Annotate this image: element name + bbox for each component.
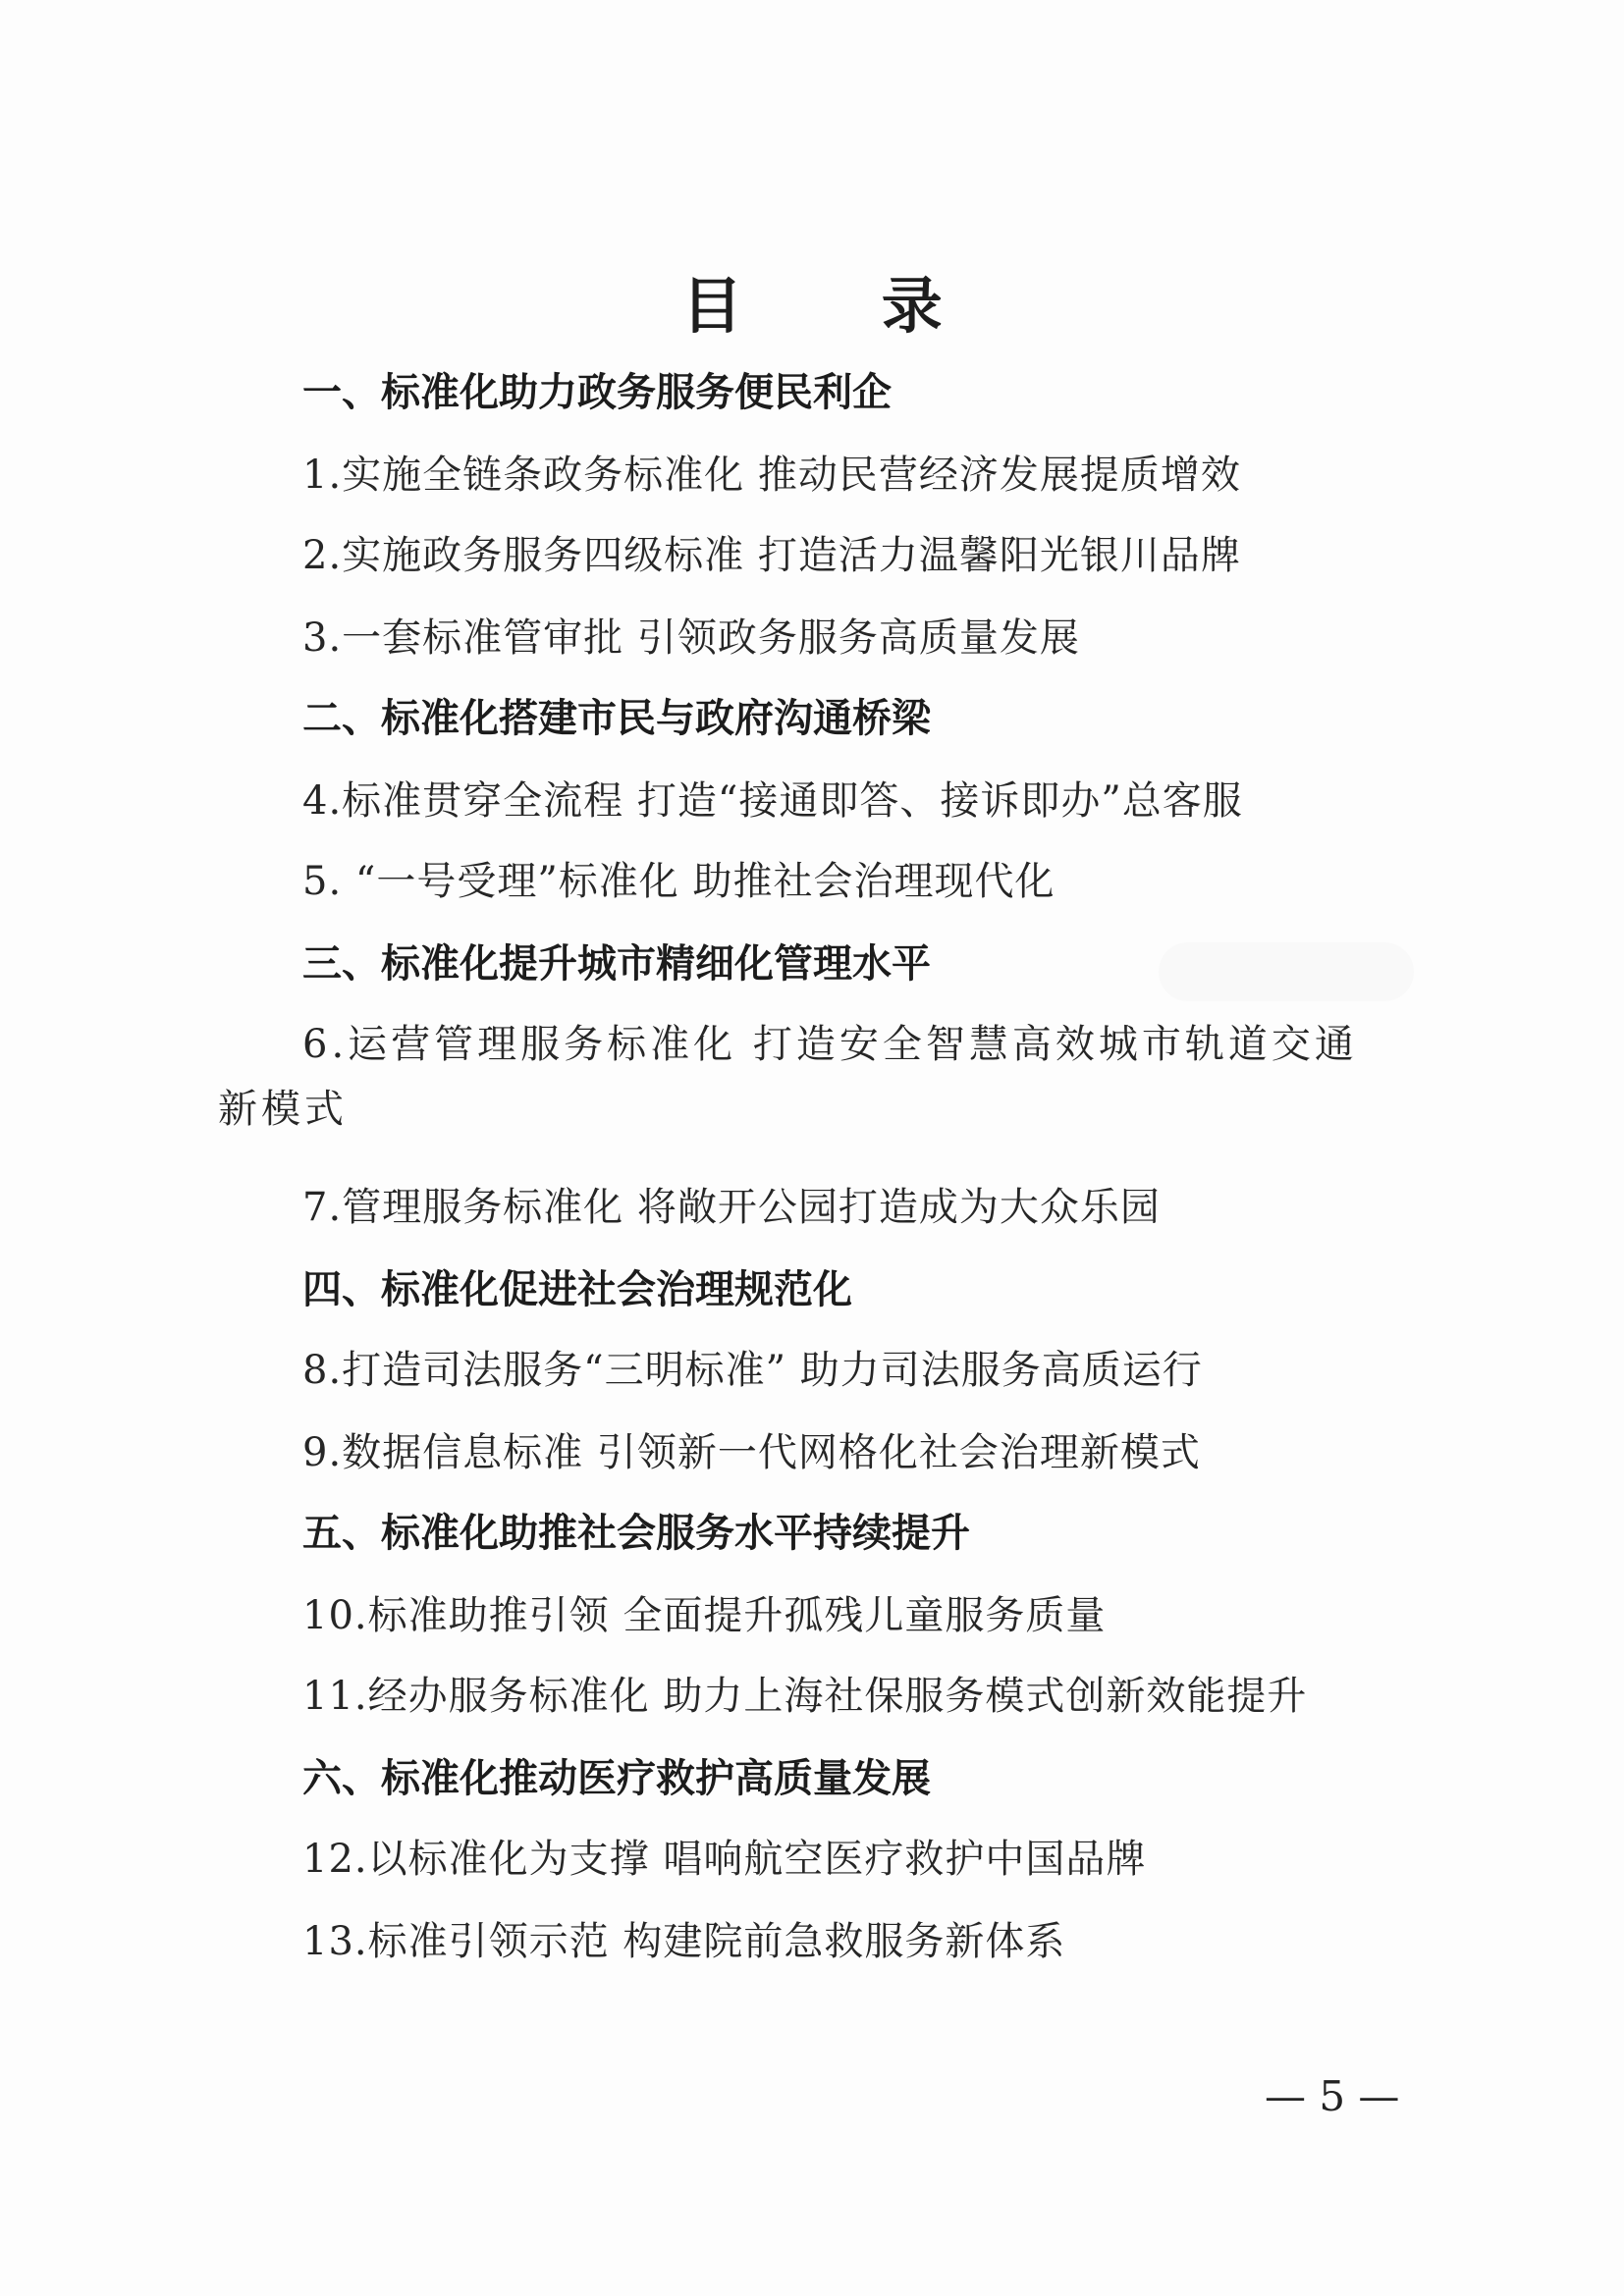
toc-entry: 7.管理服务标准化 将敞开公园打造成为大众乐园 bbox=[302, 1185, 1161, 1230]
toc-entry: 8.打造司法服务“三明标准” 助力司法服务高质运行 bbox=[302, 1348, 1203, 1393]
toc-entry: 2.实施政务服务四级标准 打造活力温馨阳光银川品牌 bbox=[302, 533, 1241, 578]
toc-entry: 3.一套标准管审批 引领政务服务高质量发展 bbox=[302, 615, 1080, 661]
toc-section-heading: 二、标准化搭建市民与政府沟通桥梁 bbox=[302, 696, 931, 741]
toc-section-heading: 五、标准化助推社会服务水平持续提升 bbox=[302, 1511, 970, 1556]
toc-section-heading: 六、标准化推动医疗救护高质量发展 bbox=[302, 1756, 931, 1801]
toc-section-heading: 四、标准化促进社会治理规范化 bbox=[302, 1267, 852, 1312]
toc-title: 目 录 bbox=[681, 270, 1001, 342]
toc-entry: 11.经办服务标准化 助力上海社保服务模式创新效能提升 bbox=[302, 1674, 1308, 1719]
toc-entry: 5. “一号受理”标准化 助推社会治理现代化 bbox=[302, 859, 1056, 904]
toc-entry-continuation: 新模式 bbox=[218, 1087, 348, 1132]
toc-section-heading: 一、标准化助力政务服务便民利企 bbox=[302, 370, 892, 415]
scan-artifact bbox=[1159, 942, 1414, 1001]
toc-entry: 6.运营管理服务标准化 打造安全智慧高效城市轨道交通 bbox=[302, 1022, 1358, 1067]
toc-entry: 9.数据信息标准 引领新一代网格化社会治理新模式 bbox=[302, 1430, 1201, 1475]
page-number: — 5 — bbox=[1265, 2072, 1400, 2120]
toc-entry: 4.标准贯穿全流程 打造“接通即答、接诉即办”总客服 bbox=[302, 778, 1243, 824]
toc-entry: 12.以标准化为支撑 唱响航空医疗救护中国品牌 bbox=[302, 1837, 1147, 1882]
toc-entry: 13.标准引领示范 构建院前急救服务新体系 bbox=[302, 1919, 1066, 1964]
toc-entry: 10.标准助推引领 全面提升孤残儿童服务质量 bbox=[302, 1593, 1107, 1638]
toc-section-heading: 三、标准化提升城市精细化管理水平 bbox=[302, 941, 931, 987]
toc-entry: 1.实施全链条政务标准化 推动民营经济发展提质增效 bbox=[302, 453, 1241, 498]
